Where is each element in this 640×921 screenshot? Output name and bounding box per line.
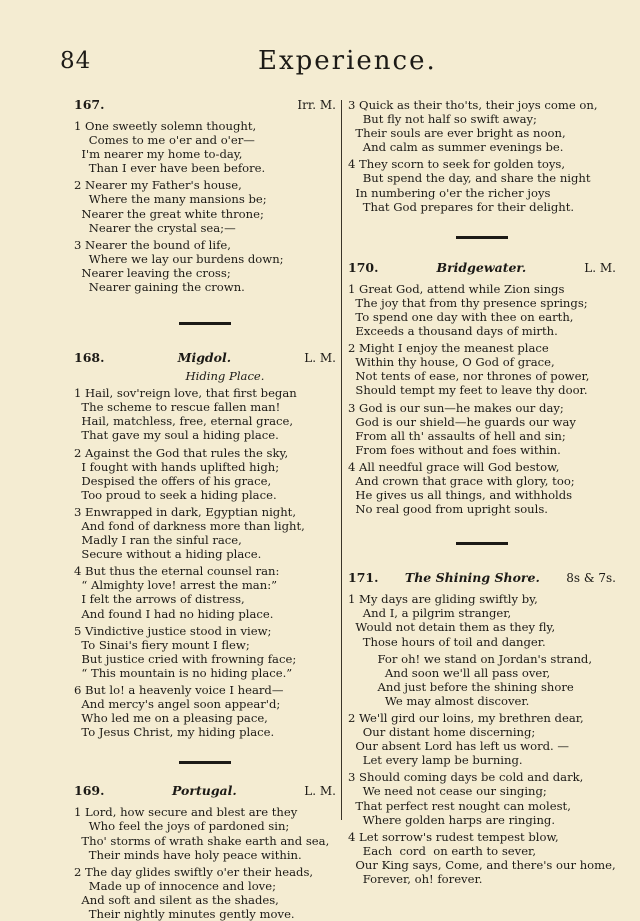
hymn-heading xyxy=(74,351,336,369)
hymn-number: 168. xyxy=(74,350,105,366)
hymn-line: 2 The day glides swiftly o'er their heads, xyxy=(74,864,314,879)
right-column xyxy=(348,98,616,886)
hymn-line: 4 All needful grace will God bestow, xyxy=(348,459,560,474)
hymn-line: We need not cease our singing; xyxy=(348,784,547,799)
stanza xyxy=(348,282,616,338)
hymn-line: 3 Should coming days be cold and dark, xyxy=(348,770,584,785)
hymn-line: But justice cried with frowning face; xyxy=(74,651,297,666)
hymn-line: 2 Against the God that rules the sky, xyxy=(74,445,289,460)
hymn-meter: L. M. xyxy=(584,260,616,275)
hymn-line: The joy that from thy presence springs; xyxy=(348,295,588,310)
hymn-line: 1 Hail, sov'reign love, that first began xyxy=(74,386,297,401)
hymn-line: God is our shield—he guards our way xyxy=(348,414,576,429)
hymn-line: To spend one day with thee on earth, xyxy=(348,309,574,324)
hymn-number: 171. xyxy=(348,570,379,586)
hymn-line: I'm nearer my home to-day, xyxy=(74,147,243,162)
hymn-line: Secure without a hiding place. xyxy=(74,547,262,562)
hymn-line: Would not detain them as they fly, xyxy=(348,620,556,635)
hymn-number: 170. xyxy=(348,259,379,275)
hymn-line: And soft and silent as the shades, xyxy=(74,892,279,907)
hymn-line: Our King says, Come, and there's our home, xyxy=(348,857,616,872)
hymn-line: Nearer gaining the crown. xyxy=(74,280,245,295)
hymn-line: For oh! we stand on Jordan's strand, xyxy=(348,651,593,666)
hymn-line: Those hours of toil and danger. xyxy=(348,634,546,649)
hymn-167 xyxy=(74,98,336,294)
hymn-line: Not tents of ease, nor thrones of power, xyxy=(348,369,590,384)
hymn-line: Their nightly minutes gently move. xyxy=(74,907,295,921)
hymn-line: 5 Vindictive justice stood in view; xyxy=(74,623,272,638)
hymn-line: And mercy's angel soon appear'd; xyxy=(74,697,281,712)
hymn-170 xyxy=(348,261,616,517)
hymn-line: 2 Might I enjoy the meanest place xyxy=(348,341,549,356)
hymn-line: Who led me on a pleasing pace, xyxy=(74,711,268,726)
hymn-line: “ This mountain is no hiding place.” xyxy=(74,665,293,680)
stanza xyxy=(74,386,336,442)
hymn-line: No real good from upright souls. xyxy=(348,502,548,517)
hymn-line: He gives us all things, and withholds xyxy=(348,488,573,503)
hymn-line: 1 Great God, attend while Zion sings xyxy=(348,281,565,296)
hymn-line: To Sinai's fiery mount I flew; xyxy=(74,637,250,652)
hymn-line: I fought with hands uplifted high; xyxy=(74,459,280,474)
hymn-line: But fly not half so swift away; xyxy=(348,112,537,127)
hymn-line: Too proud to seek a hiding place. xyxy=(74,487,277,502)
hymn-line: Made up of innocence and love; xyxy=(74,878,276,893)
hymn-line: And calm as summer evenings be. xyxy=(348,140,564,155)
hymn-heading xyxy=(348,261,616,279)
hymn-line: Their minds have holy peace within. xyxy=(74,847,302,862)
hymn-heading xyxy=(74,784,336,802)
hymn-line: We may almost discover. xyxy=(348,693,530,708)
hymn-meter: 8s & 7s. xyxy=(566,571,616,586)
hymn-tune: Bridgewater. xyxy=(436,259,527,275)
hymn-separator xyxy=(456,236,508,239)
left-column xyxy=(74,98,336,921)
hymn-168 xyxy=(74,351,336,739)
stanza xyxy=(348,341,616,397)
hymn-tune: Portugal. xyxy=(171,783,237,799)
hymn-line: 1 One sweetly solemn thought, xyxy=(74,119,257,133)
hymn-line: Who feel the joys of pardoned sin; xyxy=(74,819,290,834)
hymn-line: 6 But lo! a heavenly voice I heard— xyxy=(74,683,284,697)
hymn-line: I felt the arrows of distress, xyxy=(74,592,245,607)
hymn-line: Than I ever have been before. xyxy=(74,161,266,176)
column-divider xyxy=(341,100,342,820)
hymn-heading xyxy=(74,98,336,116)
stanza xyxy=(348,592,616,648)
hymn-line: And crown that grace with glory, too; xyxy=(348,473,575,488)
hymn-line: Where the many mansions be; xyxy=(74,192,267,207)
stanza xyxy=(74,119,336,175)
stanza xyxy=(74,505,336,561)
hymn-separator xyxy=(179,322,231,325)
stanza xyxy=(74,683,336,739)
hymn-line: 4 But thus the eternal counsel ran: xyxy=(74,564,280,579)
hymn-tune: The Shining Shore. xyxy=(404,570,540,586)
hymn-line: Nearer the crystal sea;— xyxy=(74,220,236,235)
hymn-line: And found I had no hiding place. xyxy=(74,606,274,621)
hymn-line: Forever, oh! forever. xyxy=(348,872,483,887)
hymn-line: In numbering o'er the richer joys xyxy=(348,185,551,200)
hymn-line: Hail, matchless, free, eternal grace, xyxy=(74,414,294,429)
hymn-line: Despised the offers of his grace, xyxy=(74,473,272,488)
stanza xyxy=(74,564,336,620)
hymn-line: Exceeds a thousand days of mirth. xyxy=(348,324,558,339)
hymn-subtitle: Hiding Place. xyxy=(185,369,265,384)
hymn-heading xyxy=(348,571,616,589)
hymn-line: “ Almighty love! arrest the man:” xyxy=(74,578,278,593)
hymn-line: Their souls are ever bright as noon, xyxy=(348,126,566,141)
hymn-171 xyxy=(348,571,616,886)
hymn-169 xyxy=(74,784,336,921)
stanza xyxy=(74,624,336,680)
hymn-line: Where we lay our burdens down; xyxy=(74,251,284,266)
stanza xyxy=(74,178,336,234)
hymn-line: 4 They scorn to seek for golden toys, xyxy=(348,157,566,172)
hymn-number: 167. xyxy=(74,97,105,112)
stanza xyxy=(74,446,336,502)
hymn-line: 2 We'll gird our loins, my brethren dear, xyxy=(348,711,584,725)
hymn-line: 3 Enwrapped in dark, Egyptian night, xyxy=(74,504,297,519)
hymn-line: To Jesus Christ, my hiding place. xyxy=(74,725,275,740)
hymn-meter: L. M. xyxy=(304,784,336,799)
hymn-meter: L. M. xyxy=(304,351,336,366)
hymn-line: Within thy house, O God of grace, xyxy=(348,355,555,370)
hymn-line: And fond of darkness more than light, xyxy=(74,518,305,533)
hymn-meter: Irr. M. xyxy=(297,98,336,112)
hymn-line: 3 God is our sun—he makes our day; xyxy=(348,400,564,415)
stanza xyxy=(348,770,616,826)
stanza xyxy=(348,98,616,154)
hymn-line: From foes without and foes within. xyxy=(348,442,561,457)
hymn-line: But spend the day, and share the night xyxy=(348,171,591,186)
page-number: 84 xyxy=(60,48,92,74)
stanza xyxy=(348,711,616,767)
hymn-line: Our absent Lord has left us word. — xyxy=(348,739,570,754)
hymn-line: Our distant home discerning; xyxy=(348,725,536,740)
hymn-line: Each cord on earth to sever, xyxy=(348,843,537,858)
hymn-line: The scheme to rescue fallen man! xyxy=(74,400,281,415)
hymn-line: Comes to me o'er and o'er— xyxy=(74,133,255,148)
hymn-line: 2 Nearer my Father's house, xyxy=(74,178,242,193)
stanza xyxy=(74,238,336,294)
hymn-line: Madly I ran the sinful race, xyxy=(74,533,242,548)
page-header xyxy=(0,42,640,82)
stanza xyxy=(348,460,616,516)
chorus xyxy=(348,652,616,708)
hymn-line: 3 Quick as their tho'ts, their joys come on, xyxy=(348,98,598,112)
hymn-separator xyxy=(179,761,231,764)
hymn-line: From all th' assaults of hell and sin; xyxy=(348,428,566,443)
stanza xyxy=(348,401,616,457)
page-title: Experience. xyxy=(258,46,437,76)
hymn-line: Nearer leaving the cross; xyxy=(74,265,231,280)
hymn-169-continued xyxy=(348,98,616,214)
stanza xyxy=(348,157,616,213)
hymn-line: 1 Lord, how secure and blest are they xyxy=(74,805,298,820)
hymn-line: That perfect rest nought can molest, xyxy=(348,798,571,813)
hymn-line: And I, a pilgrim stranger, xyxy=(348,606,512,621)
hymn-separator xyxy=(456,542,508,545)
hymn-line: 3 Nearer the bound of life, xyxy=(74,237,231,252)
hymn-line: 1 My days are gliding swiftly by, xyxy=(348,592,538,607)
hymn-line: Nearer the great white throne; xyxy=(74,206,264,221)
hymn-line: Let every lamp be burning. xyxy=(348,753,523,768)
stanza xyxy=(74,865,336,921)
hymn-line: That God prepares for their delight. xyxy=(348,199,575,214)
hymn-line: 4 Let sorrow's rudest tempest blow, xyxy=(348,829,559,844)
hymn-line: Where golden harps are ringing. xyxy=(348,812,556,827)
hymn-line: And just before the shining shore xyxy=(348,679,574,694)
hymn-line: That gave my soul a hiding place. xyxy=(74,428,279,443)
hymn-tune: Migdol. xyxy=(177,350,232,366)
hymn-line: And soon we'll all pass over, xyxy=(348,665,551,680)
stanza xyxy=(348,830,616,886)
hymn-line: Should tempt my feet to leave thy door. xyxy=(348,383,588,398)
stanza xyxy=(74,805,336,861)
hymn-line: Tho' storms of wrath shake earth and sea, xyxy=(74,833,330,848)
hymn-number: 169. xyxy=(74,783,105,799)
